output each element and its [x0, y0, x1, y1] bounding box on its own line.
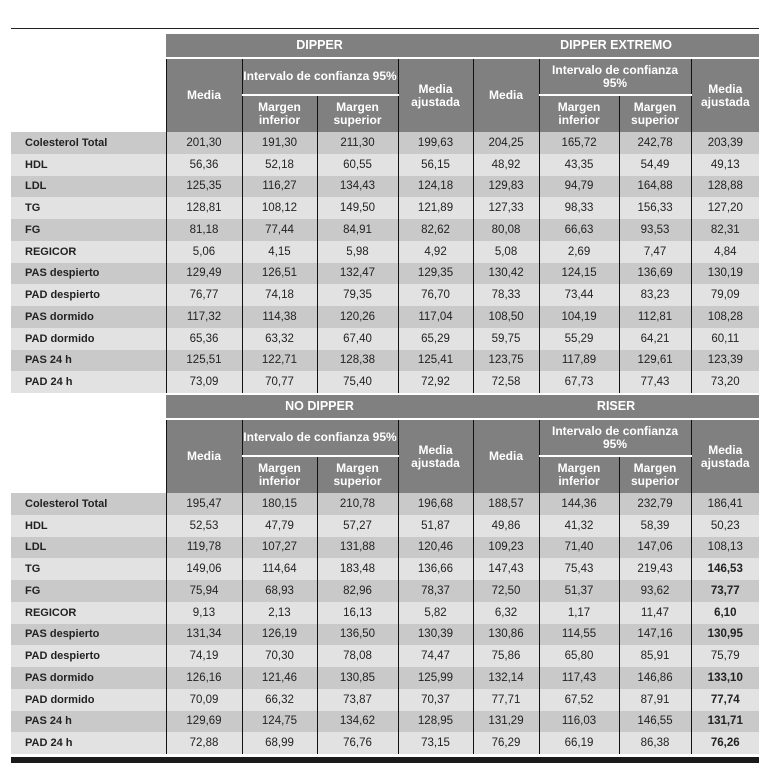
- table-row: [11, 515, 759, 537]
- value-cell: 79,09: [691, 284, 759, 306]
- value-cell: 131,29: [473, 711, 539, 733]
- value-cell: 204,25: [473, 132, 539, 154]
- value-cell: 132,47: [317, 263, 398, 285]
- col-header-margen-superior: Margen superior: [317, 95, 398, 132]
- col-header-margen-superior: Margen superior: [619, 95, 691, 132]
- value-cell: 129,83: [473, 176, 539, 198]
- value-cell: 116,27: [242, 176, 317, 198]
- value-cell: 127,33: [473, 197, 539, 219]
- table-row: [11, 580, 759, 602]
- col-header-media-ajustada: Media ajustada: [691, 58, 759, 132]
- value-cell: 83,23: [619, 284, 691, 306]
- value-cell: 129,61: [619, 350, 691, 372]
- value-cell: 108,28: [691, 306, 759, 328]
- value-cell: 122,71: [242, 350, 317, 372]
- table-row: [11, 132, 759, 154]
- corner-cell: [11, 58, 166, 132]
- value-cell: 72,88: [166, 732, 242, 754]
- value-cell: 146,86: [619, 667, 691, 689]
- row-label: PAD 24 h: [11, 732, 166, 754]
- table-row: [11, 732, 759, 754]
- value-cell: 55,29: [539, 328, 619, 350]
- col-header-margen-inferior: Margen inferior: [242, 456, 317, 493]
- value-cell: 128,81: [166, 197, 242, 219]
- value-cell: 9,13: [166, 602, 242, 624]
- value-cell: 75,79: [691, 645, 759, 667]
- table-row: [11, 306, 759, 328]
- value-cell: 124,15: [539, 263, 619, 285]
- value-cell: 149,50: [317, 197, 398, 219]
- col-header-media-ajustada: Media ajustada: [398, 58, 473, 132]
- value-cell: 165,72: [539, 132, 619, 154]
- row-label: PAD despierto: [11, 645, 166, 667]
- row-label: TG: [11, 558, 166, 580]
- value-cell: 211,30: [317, 132, 398, 154]
- value-cell: 195,47: [166, 493, 242, 515]
- value-cell: 63,32: [242, 328, 317, 350]
- col-header-intervalo: Intervalo de confianza 95%: [242, 58, 398, 95]
- value-cell: 127,20: [691, 197, 759, 219]
- value-cell: 66,19: [539, 732, 619, 754]
- value-cell: 117,43: [539, 667, 619, 689]
- value-cell: 60,11: [691, 328, 759, 350]
- row-label: FG: [11, 219, 166, 241]
- value-cell: 67,52: [539, 689, 619, 711]
- row-label: PAD 24 h: [11, 371, 166, 393]
- value-cell: 6,10: [691, 602, 759, 624]
- value-cell: 114,64: [242, 558, 317, 580]
- col-header-media: Media: [473, 419, 539, 493]
- value-cell: 74,47: [398, 645, 473, 667]
- value-cell: 128,95: [398, 711, 473, 733]
- value-cell: 183,48: [317, 558, 398, 580]
- value-cell: 4,92: [398, 241, 473, 263]
- value-cell: 196,68: [398, 493, 473, 515]
- value-cell: 66,63: [539, 219, 619, 241]
- value-cell: 73,20: [691, 371, 759, 393]
- value-cell: 56,36: [166, 154, 242, 176]
- col-header-margen-inferior: Margen inferior: [242, 95, 317, 132]
- table-row: [11, 241, 759, 263]
- value-cell: 201,30: [166, 132, 242, 154]
- value-cell: 6,32: [473, 602, 539, 624]
- value-cell: 48,92: [473, 154, 539, 176]
- value-cell: 112,81: [619, 306, 691, 328]
- table-row: [11, 667, 759, 689]
- value-cell: 70,30: [242, 645, 317, 667]
- value-cell: 16,13: [317, 602, 398, 624]
- value-cell: 131,71: [691, 711, 759, 733]
- value-cell: 78,37: [398, 580, 473, 602]
- value-cell: 87,91: [619, 689, 691, 711]
- value-cell: 76,77: [166, 284, 242, 306]
- value-cell: 126,16: [166, 667, 242, 689]
- value-cell: 147,16: [619, 624, 691, 646]
- value-cell: 180,15: [242, 493, 317, 515]
- value-cell: 203,39: [691, 132, 759, 154]
- value-cell: 75,43: [539, 558, 619, 580]
- value-cell: 164,88: [619, 176, 691, 198]
- value-cell: 82,62: [398, 219, 473, 241]
- value-cell: 136,69: [619, 263, 691, 285]
- value-cell: 73,44: [539, 284, 619, 306]
- table-row: [11, 284, 759, 306]
- value-cell: 70,09: [166, 689, 242, 711]
- value-cell: 59,75: [473, 328, 539, 350]
- value-cell: 41,32: [539, 515, 619, 537]
- row-label: TG: [11, 197, 166, 219]
- value-cell: 73,87: [317, 689, 398, 711]
- row-label: PAS 24 h: [11, 711, 166, 733]
- row-label: LDL: [11, 537, 166, 559]
- value-cell: 5,06: [166, 241, 242, 263]
- top-rule: [11, 28, 759, 29]
- value-cell: 108,13: [691, 537, 759, 559]
- corner-cell: [11, 395, 166, 419]
- value-cell: 47,79: [242, 515, 317, 537]
- table-row: [11, 537, 759, 559]
- col-header-media: Media: [473, 58, 539, 132]
- row-label: PAS despierto: [11, 624, 166, 646]
- row-label: PAS dormido: [11, 667, 166, 689]
- value-cell: 50,23: [691, 515, 759, 537]
- table-row: [11, 328, 759, 350]
- value-cell: 77,44: [242, 219, 317, 241]
- value-cell: 86,38: [619, 732, 691, 754]
- value-cell: 60,55: [317, 154, 398, 176]
- value-cell: 132,14: [473, 667, 539, 689]
- col-header-margen-superior: Margen superior: [619, 456, 691, 493]
- value-cell: 54,49: [619, 154, 691, 176]
- value-cell: 109,23: [473, 537, 539, 559]
- results-table-nodipper-riser: [11, 395, 759, 754]
- value-cell: 117,89: [539, 350, 619, 372]
- value-cell: 65,80: [539, 645, 619, 667]
- corner-cell: [11, 419, 166, 493]
- value-cell: 43,35: [539, 154, 619, 176]
- value-cell: 68,93: [242, 580, 317, 602]
- value-cell: 74,18: [242, 284, 317, 306]
- value-cell: 81,18: [166, 219, 242, 241]
- value-cell: 121,46: [242, 667, 317, 689]
- value-cell: 219,43: [619, 558, 691, 580]
- value-cell: 123,39: [691, 350, 759, 372]
- row-label: PAD despierto: [11, 284, 166, 306]
- value-cell: 146,53: [691, 558, 759, 580]
- value-cell: 125,99: [398, 667, 473, 689]
- table-row: [11, 711, 759, 733]
- value-cell: 94,79: [539, 176, 619, 198]
- row-label: REGICOR: [11, 241, 166, 263]
- value-cell: 82,96: [317, 580, 398, 602]
- value-cell: 1,17: [539, 602, 619, 624]
- value-cell: 134,43: [317, 176, 398, 198]
- value-cell: 108,50: [473, 306, 539, 328]
- value-cell: 5,98: [317, 241, 398, 263]
- value-cell: 72,92: [398, 371, 473, 393]
- value-cell: 121,89: [398, 197, 473, 219]
- value-cell: 107,27: [242, 537, 317, 559]
- row-label: PAS dormido: [11, 306, 166, 328]
- table-row: [11, 263, 759, 285]
- value-cell: 75,94: [166, 580, 242, 602]
- value-cell: 52,18: [242, 154, 317, 176]
- value-cell: 130,19: [691, 263, 759, 285]
- corner-cell: [11, 34, 166, 58]
- value-cell: 77,74: [691, 689, 759, 711]
- value-cell: 147,06: [619, 537, 691, 559]
- value-cell: 131,88: [317, 537, 398, 559]
- table-row: [11, 624, 759, 646]
- value-cell: 74,19: [166, 645, 242, 667]
- value-cell: 82,31: [691, 219, 759, 241]
- value-cell: 124,75: [242, 711, 317, 733]
- value-cell: 78,33: [473, 284, 539, 306]
- value-cell: 114,55: [539, 624, 619, 646]
- value-cell: 77,71: [473, 689, 539, 711]
- col-header-media-ajustada: Media ajustada: [691, 419, 759, 493]
- value-cell: 70,37: [398, 689, 473, 711]
- group-header: RISER: [473, 395, 759, 419]
- table-row: [11, 219, 759, 241]
- value-cell: 51,87: [398, 515, 473, 537]
- row-label: PAD dormido: [11, 689, 166, 711]
- value-cell: 120,26: [317, 306, 398, 328]
- table-row: [11, 197, 759, 219]
- col-header-intervalo: Intervalo de confianza 95%: [539, 58, 691, 95]
- table-row: [11, 350, 759, 372]
- col-header-media-ajustada: Media ajustada: [398, 419, 473, 493]
- value-cell: 76,29: [473, 732, 539, 754]
- value-cell: 71,40: [539, 537, 619, 559]
- row-label: PAS despierto: [11, 263, 166, 285]
- value-cell: 72,50: [473, 580, 539, 602]
- group-header: DIPPER EXTREMO: [473, 34, 759, 58]
- value-cell: 49,86: [473, 515, 539, 537]
- table-row: [11, 689, 759, 711]
- value-cell: 4,15: [242, 241, 317, 263]
- value-cell: 186,41: [691, 493, 759, 515]
- value-cell: 72,58: [473, 371, 539, 393]
- col-header-margen-superior: Margen superior: [317, 456, 398, 493]
- value-cell: 65,29: [398, 328, 473, 350]
- table-row: [11, 493, 759, 515]
- row-label: LDL: [11, 176, 166, 198]
- value-cell: 5,08: [473, 241, 539, 263]
- value-cell: 147,43: [473, 558, 539, 580]
- group-header: DIPPER: [166, 34, 473, 58]
- value-cell: 129,35: [398, 263, 473, 285]
- value-cell: 76,26: [691, 732, 759, 754]
- value-cell: 117,32: [166, 306, 242, 328]
- row-label: PAS 24 h: [11, 350, 166, 372]
- value-cell: 123,75: [473, 350, 539, 372]
- value-cell: 58,39: [619, 515, 691, 537]
- value-cell: 98,33: [539, 197, 619, 219]
- value-cell: 2,69: [539, 241, 619, 263]
- value-cell: 70,77: [242, 371, 317, 393]
- value-cell: 125,41: [398, 350, 473, 372]
- value-cell: 51,37: [539, 580, 619, 602]
- bottom-rule: [11, 757, 759, 763]
- value-cell: 125,51: [166, 350, 242, 372]
- value-cell: 188,57: [473, 493, 539, 515]
- value-cell: 67,40: [317, 328, 398, 350]
- value-cell: 125,35: [166, 176, 242, 198]
- row-label: REGICOR: [11, 602, 166, 624]
- value-cell: 4,84: [691, 241, 759, 263]
- value-cell: 130,39: [398, 624, 473, 646]
- table-row: [11, 371, 759, 393]
- value-cell: 93,62: [619, 580, 691, 602]
- col-header-intervalo: Intervalo de confianza 95%: [539, 419, 691, 456]
- value-cell: 129,49: [166, 263, 242, 285]
- value-cell: 191,30: [242, 132, 317, 154]
- col-header-intervalo: Intervalo de confianza 95%: [242, 419, 398, 456]
- value-cell: 64,21: [619, 328, 691, 350]
- value-cell: 126,51: [242, 263, 317, 285]
- value-cell: 84,91: [317, 219, 398, 241]
- value-cell: 79,35: [317, 284, 398, 306]
- value-cell: 130,42: [473, 263, 539, 285]
- value-cell: 117,04: [398, 306, 473, 328]
- table-row: [11, 645, 759, 667]
- value-cell: 144,36: [539, 493, 619, 515]
- value-cell: 130,95: [691, 624, 759, 646]
- value-cell: 149,06: [166, 558, 242, 580]
- row-label: HDL: [11, 515, 166, 537]
- value-cell: 120,46: [398, 537, 473, 559]
- value-cell: 73,15: [398, 732, 473, 754]
- value-cell: 134,62: [317, 711, 398, 733]
- value-cell: 104,19: [539, 306, 619, 328]
- value-cell: 116,03: [539, 711, 619, 733]
- value-cell: 131,34: [166, 624, 242, 646]
- col-header-media: Media: [166, 58, 242, 132]
- table-row: [11, 176, 759, 198]
- value-cell: 130,85: [317, 667, 398, 689]
- value-cell: 130,86: [473, 624, 539, 646]
- value-cell: 77,43: [619, 371, 691, 393]
- value-cell: 114,38: [242, 306, 317, 328]
- col-header-margen-inferior: Margen inferior: [539, 95, 619, 132]
- group-header: NO DIPPER: [166, 395, 473, 419]
- results-table-dipper: [11, 34, 759, 393]
- value-cell: 85,91: [619, 645, 691, 667]
- value-cell: 75,86: [473, 645, 539, 667]
- table-row: [11, 558, 759, 580]
- value-cell: 49,13: [691, 154, 759, 176]
- value-cell: 76,70: [398, 284, 473, 306]
- value-cell: 73,09: [166, 371, 242, 393]
- value-cell: 75,40: [317, 371, 398, 393]
- value-cell: 78,08: [317, 645, 398, 667]
- value-cell: 124,18: [398, 176, 473, 198]
- value-cell: 136,66: [398, 558, 473, 580]
- value-cell: 119,78: [166, 537, 242, 559]
- value-cell: 156,33: [619, 197, 691, 219]
- value-cell: 2,13: [242, 602, 317, 624]
- row-label: HDL: [11, 154, 166, 176]
- value-cell: 68,99: [242, 732, 317, 754]
- value-cell: 11,47: [619, 602, 691, 624]
- col-header-margen-inferior: Margen inferior: [539, 456, 619, 493]
- value-cell: 7,47: [619, 241, 691, 263]
- value-cell: 199,63: [398, 132, 473, 154]
- value-cell: 73,77: [691, 580, 759, 602]
- value-cell: 133,10: [691, 667, 759, 689]
- value-cell: 232,79: [619, 493, 691, 515]
- value-cell: 76,76: [317, 732, 398, 754]
- value-cell: 210,78: [317, 493, 398, 515]
- value-cell: 136,50: [317, 624, 398, 646]
- col-header-media: Media: [166, 419, 242, 493]
- value-cell: 57,27: [317, 515, 398, 537]
- value-cell: 93,53: [619, 219, 691, 241]
- value-cell: 242,78: [619, 132, 691, 154]
- value-cell: 108,12: [242, 197, 317, 219]
- value-cell: 5,82: [398, 602, 473, 624]
- row-label: Colesterol Total: [11, 493, 166, 515]
- value-cell: 80,08: [473, 219, 539, 241]
- row-label: FG: [11, 580, 166, 602]
- value-cell: 128,38: [317, 350, 398, 372]
- row-label: PAD dormido: [11, 328, 166, 350]
- value-cell: 56,15: [398, 154, 473, 176]
- table-row: [11, 602, 759, 624]
- value-cell: 146,55: [619, 711, 691, 733]
- value-cell: 66,32: [242, 689, 317, 711]
- value-cell: 128,88: [691, 176, 759, 198]
- value-cell: 126,19: [242, 624, 317, 646]
- table-row: [11, 154, 759, 176]
- value-cell: 52,53: [166, 515, 242, 537]
- value-cell: 65,36: [166, 328, 242, 350]
- value-cell: 67,73: [539, 371, 619, 393]
- value-cell: 129,69: [166, 711, 242, 733]
- row-label: Colesterol Total: [11, 132, 166, 154]
